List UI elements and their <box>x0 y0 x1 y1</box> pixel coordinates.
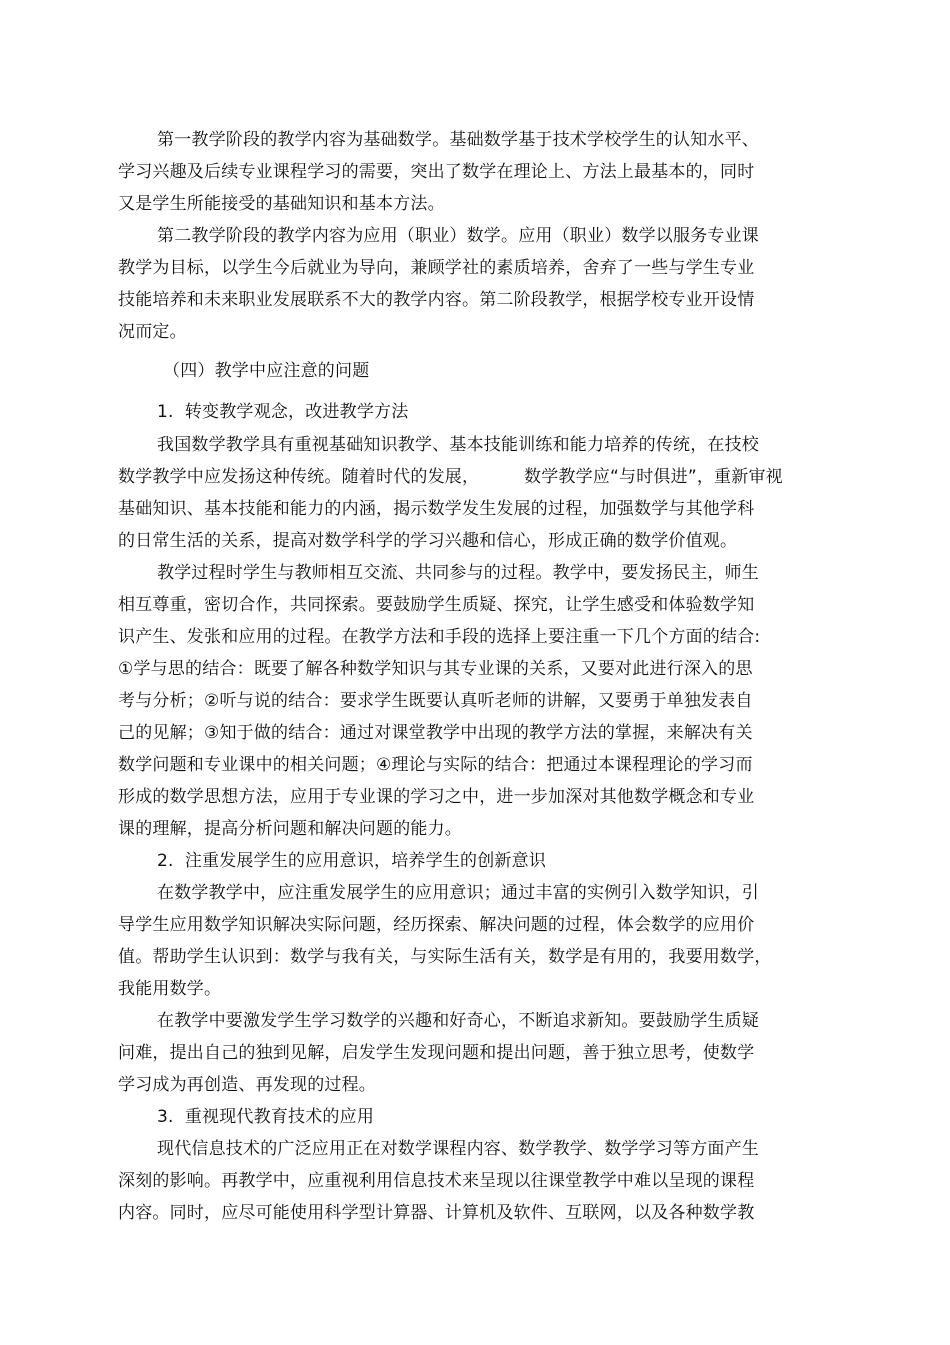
paragraph-line: 现代信息技术的广泛应用正在对数学课程内容、数学教学、数学学习等方面产生 <box>157 1139 759 1159</box>
paragraph-line: 第二教学阶段的教学内容为应用（职业）数学。应用（职业）数学以服务专业课 <box>157 226 759 246</box>
paragraph-line: 考与分析；②听与说的结合：要求学生既要认真听老师的讲解，又要勇于单独发表自 <box>118 691 753 711</box>
paragraph-line: 基础知识、基本技能和能力的内涵，揭示数学发生发展的过程，加强数学与其他学科 <box>118 499 755 519</box>
subsection-heading: 1. 转变教学观念，改进教学方法 <box>157 402 409 422</box>
paragraph-line: 在教学中要激发学生学习数学的兴趣和好奇心，不断追求新知。要鼓励学生质疑 <box>157 1011 759 1031</box>
paragraph-line: 我国数学教学具有重视基础知识教学、基本技能训练和能力培养的传统，在技校 <box>157 435 759 455</box>
paragraph-line: 己的见解；③知于做的结合：通过对课堂教学中出现的教学方法的掌握，来解决有关 <box>118 723 753 743</box>
paragraph-line: 形成的数学思想方法，应用于专业课的学习之中，进一步加深对其他数学概念和专业 <box>118 787 755 807</box>
paragraph-line: 在数学教学中，应注重发展学生的应用意识；通过丰富的实例引入数学知识，引 <box>157 883 759 903</box>
subsection-heading: 3. 重视现代教育技术的应用 <box>157 1107 375 1127</box>
paragraph-line: 数学教学中应发扬这种传统。随着时代的发展， 数学教学应“与时俱进”，重新审视 <box>118 467 783 487</box>
paragraph-line: 数学问题和专业课中的相关问题；④理论与实际的结合：把通过本课程理论的学习而 <box>118 755 753 775</box>
paragraph-line: 学习兴趣及后续专业课程学习的需要，突出了数学在理论上、方法上最基本的，同时 <box>118 162 755 182</box>
paragraph-line: 教学过程时学生与教师相互交流、共同参与的过程。教学中，要发扬民主，师生 <box>157 563 759 583</box>
paragraph-line: 技能培养和未来职业发展联系不大的教学内容。第二阶段教学，根据学校专业开设情 <box>118 290 755 310</box>
paragraph-line: 又是学生所能接受的基础知识和基本方法。 <box>118 194 445 214</box>
paragraph-line: 教学为目标，以学生今后就业为导向，兼顾学社的素质培养，舍弃了一些与学生专业 <box>118 258 755 278</box>
paragraph-line: 第一教学阶段的教学内容为基础数学。基础数学基于技术学校学生的认知水平、 <box>157 130 759 150</box>
paragraph-line: 导学生应用数学知识解决实际问题，经历探索、解决问题的过程，体会数学的应用价 <box>118 915 755 935</box>
paragraph-line: ①学与思的结合：既要了解各种数学知识与其专业课的关系，又要对此进行深入的思 <box>118 659 753 679</box>
paragraph-line: 内容。同时，应尽可能使用科学型计算器、计算机及软件、互联网，以及各种数学教 <box>118 1203 755 1223</box>
paragraph-line: 的日常生活的关系，提高对数学科学的学习兴趣和信心，形成正确的数学价值观。 <box>118 531 738 551</box>
paragraph-line: 识产生、发张和应用的过程。在教学方法和手段的选择上要注重一下几个方面的结合: <box>118 627 761 647</box>
paragraph-line: 问难，提出自己的独到见解，启发学生发现问题和提出问题，善于独立思考，使数学 <box>118 1043 755 1063</box>
paragraph-line: 深刻的影响。再教学中，应重视利用信息技术来呈现以往课堂教学中难以呈现的课程 <box>118 1171 755 1191</box>
paragraph-line: 我能用数学。 <box>118 979 222 999</box>
subsection-heading: 2. 注重发展学生的应用意识，培养学生的创新意识 <box>157 851 547 871</box>
paragraph-line: 课的理解，提高分析问题和解决问题的能力。 <box>118 819 462 839</box>
paragraph-line: 况而定。 <box>118 322 187 342</box>
section-heading: （四）教学中应注意的问题 <box>163 361 370 381</box>
paragraph-line: 相互尊重，密切合作，共同探索。要鼓励学生质疑、探究，让学生感受和体验数学知 <box>118 595 755 615</box>
paragraph-line: 值。帮助学生认识到：数学与我有关，与实际生活有关，数学是有用的，我要用数学， <box>118 947 772 967</box>
paragraph-line: 学习成为再创造、再发现的过程。 <box>118 1075 376 1095</box>
